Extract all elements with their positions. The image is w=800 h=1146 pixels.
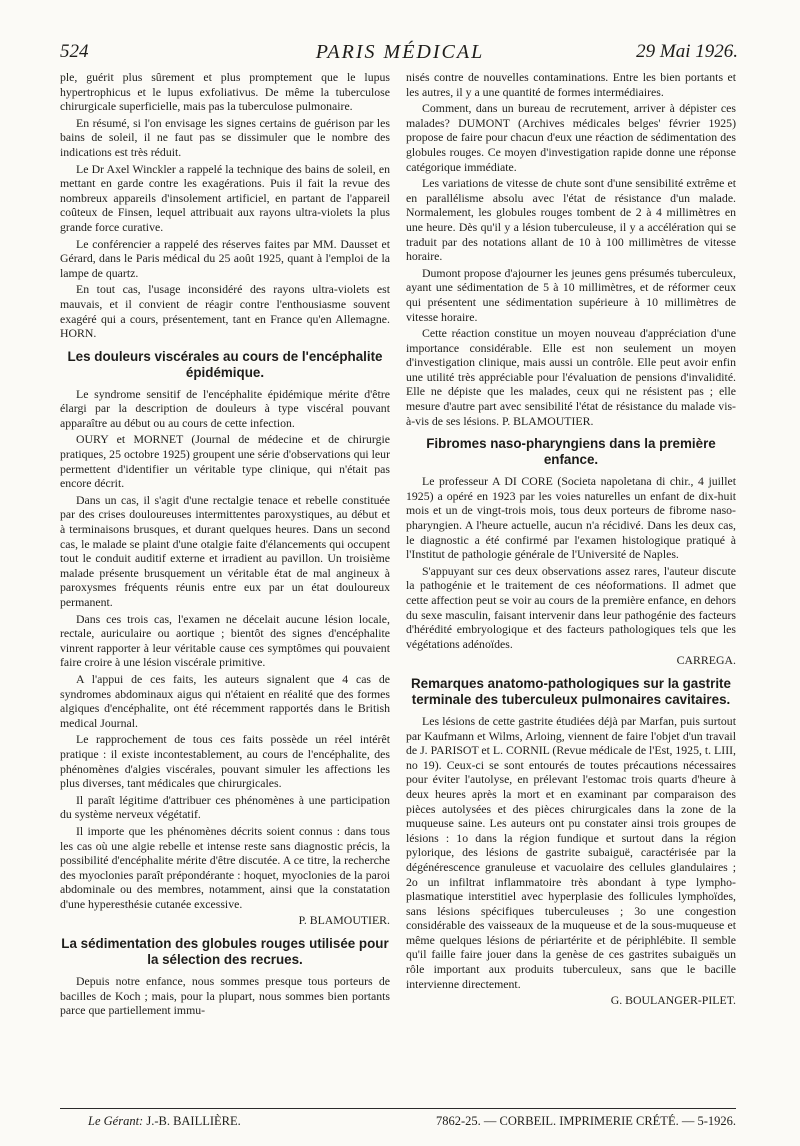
journal-title: PARIS MÉDICAL [315, 41, 485, 63]
right-column [406, 70, 736, 1014]
paragraph: Il importe que les phénomènes décrits soient connus : dans tous les cas où une algie rebelle et intense reste sans diagnostic précis, la possibilité d'encéphalite mérite d'être discutée. A ce titre, la recherche des myoclonies paraît prépondérante : hoquet, myoclonies de la paroi abdominale ou des membres, notamment, ainsi que la constatation d'une hyperesthésie cutanée excessive. [60, 823, 390, 911]
author-signature: P. BLAMOUTIER. [298, 913, 390, 928]
paragraph: Dans un cas, il s'agit d'une rectalgie tenace et rebelle constituée par des crises douloureuses intermittentes paroxystiques, au début et à terminaisons brusques, et durant quelques heures. Dans un second cas, le malade se plaint d'une otalgie faite d'élancements qui occupent tout le conduit auditif externe et irradient au pavillon. Un troisième malade présente brusquement un véritable état de mal angineux à paroxysmes fréquents réunis entre eux par un état douloureux permanent. [60, 492, 390, 609]
paragraph: En résumé, si l'on envisage les signes certains de guérison par les bains de soleil, il ne faut pas se dissimuler que le nombre des indications est très réduit. [60, 115, 390, 159]
paragraph: Les variations de vitesse de chute sont d'une sensibilité extrême et en parallélisme absolu avec l'état de résistance d'un malade. Normalement, les globules rouges tombent de 2 à 4 millimètres en une heure. Dès qu'il y a lésion tuberculeuse, il y a accélération qui se traduit par des notations allant de 10 à 100 millimètres de vitesse horaire. [406, 176, 736, 264]
paragraph: Comment, dans un bureau de recrutement, arriver à dépister ces malades? DUMONT (Archives médicales belges' février 1925) propose de faire pour chacun d'eux une réaction de sédimentation des globules rouges. Ce moyen d'investigation rapide donne une réponse catégorique immédiate. [406, 101, 736, 174]
author-signature: G. BOULANGER-PILET. [610, 993, 736, 1008]
paragraph: Le conférencier a rappelé des réserves faites par MM. Dausset et Gérard, dans le Paris médical du 25 août 1925, quant à l'emploi de la lampe de quartz. [60, 236, 390, 280]
paragraph: A l'appui de ces faits, les auteurs signalent que 4 cas de syndromes abdominaux aigus qui n'étaient en réalité que des formes algiques d'encéphalite, ont été récemment rapportés dans le British medical Journal. [60, 671, 390, 730]
paragraph: Dans ces trois cas, l'examen ne décelait aucune lésion locale, rectale, auriculaire ou aortique ; bientôt des signes d'encéphalite vinrent rapporter à leur véritable cause ces symptômes qui pouvaient faire croire à une lésion viscérale primitive. [60, 611, 390, 670]
printer-imprint: 7862-25. — CORBEIL. IMPRIMERIE CRÉTÉ. — 5-1926. [436, 1114, 736, 1128]
paragraph: ple, guérit plus sûrement et plus promptement que le lupus hypertrophicus et le lupus exfoliativus. De même la tuberculose chirurgicale superficielle, mais pas la tuberculose pulmonaire. [60, 70, 390, 114]
paragraph: Le syndrome sensitif de l'encéphalite épidémique mérite d'être élargi par la description de douleurs à type viscéral pouvant apparaître au début ou au cours de cette infection. [60, 386, 390, 430]
paragraph: S'appuyant sur ces deux observations assez rares, l'auteur discute la pathogénie et le traitement de ces néoformations. Il admet que cette affection peut se voir au cours de la première enfance, en dehors du sexe masculin, faisant intervenir dans leur pathogénie des facteurs d'hérédité embryologique et des facteurs pathologiques tels que les végétations adénoïdes. [406, 563, 736, 651]
section-heading: Les douleurs viscérales au cours de l'encéphalite épidémique. [67, 348, 383, 380]
author-signature: CARREGA. [676, 653, 736, 668]
paragraph: OURY et MORNET (Journal de médecine et de chirurgie pratiques, 25 octobre 1925) groupent une série d'observations qui leur permettent d'identifier un véritable type clinique, qui n'était pas encore décrit. [60, 432, 390, 491]
page-footer [0, 1114, 800, 1138]
page-number: 524 [60, 41, 89, 62]
paragraph: Le rapprochement de tous ces faits possède un réel intérêt pratique : il existe incontestablement, au cours de l'encéphalite, des phénomènes d'algies viscérales, pouvant simuler les affections les plus diverses, tant médicales que chirurgicales. [60, 732, 390, 791]
paragraph: nisés contre de nouvelles contaminations. Entre les bien portants et les autres, il y a une quantité de formes intermédiaires. [406, 70, 736, 99]
paragraph: Il paraît légitime d'attribuer ces phénomènes à une participation du système nerveux végétatif. [60, 792, 390, 822]
footer-divider [60, 1108, 736, 1109]
gerant-label: Le Gérant: [88, 1114, 144, 1128]
page-header [0, 41, 800, 67]
paragraph: Les lésions de cette gastrite étudiées déjà par Marfan, puis surtout par Kaufmann et Wilms, Arloing, viennent de faire l'objet d'un travail de J. PARISOT et L. CORNIL (Revue médicale de l'Est, 1925, t. LIII, no 19). Ceux-ci se sont entourés de toutes précautions nécessaires pour éviter l'autolyse, en prélevant l'estomac trois quarts d'heure à deux heures après la mort et en examinant par comparaison des pièces autolysées et des pièces chirurgicales dans la zone de la muqueuse saine. Les auteurs ont pu constater ainsi trois groupes de lésions : 1o dans la région fundique et surtout dans la région pylorique, des lésions de gastrite subaiguë, caractérisée par la dégénérescence granuleuse et vacuolaire des cellules glandulaires ; 2o un infiltrat inflammatoire très abondant à type lympho-plasmatique interstitiel avec hyperplasie des follicules lymphoïdes, sans lésions spécifiques tuberculeuses ; 3o une congestion considérable des vaisseaux de la muqueuse et de la sous-muqueuse et même quelques lésions de périartérite et de périphlébite. Il semble qu'il faille faire jouer dans la genèse de ces gastrites subaiguës un rôle important aux produits tuberculeux, sans que le bacille intervienne directement. [406, 713, 736, 991]
paragraph: Depuis notre enfance, nous sommes presque tous porteurs de bacilles de Koch ; mais, pour la plupart, nous sommes bien portants parce que partiellement immu- [60, 974, 390, 1018]
paragraph: Le professeur A DI CORE (Societa napoletana di chir., 4 juillet 1925) a opéré en 1923 par les voies naturelles un enfant de dix-huit mois et un de vingt-trois mois, tous deux porteurs de fibrome naso-pharyngien. A l'heure actuelle, aucun n'a récidivé. Dans les deux cas, le diagnostic a été confirmé par l'examen histologique pratiqué à l'Institut de pathologie générale de l'Université de Naples. [406, 474, 736, 562]
paragraph: Cette réaction constitue un moyen nouveau d'appréciation d'une importance considérable. Elle est non seulement un moyen d'investigation clinique, mais aussi un contrôle. Elle peut avoir enfin une utilité très appréciable pour l'évaluation de pensions d'invalidité. Elle ne dépiste que les malades, ceux qui ne résistent pas ; elle mesure d'autre part avec sensibilité l'état de résistance du malade vis-à-vis de ses lésions. P. BLAMOUTIER. [406, 326, 736, 428]
paragraph: En tout cas, l'usage inconsidéré des rayons ultra-violets est mauvais, et il convient de réagir contre l'enthousiasme souvent exagéré qui a cours, présentement, tant en France qu'en Allemagne. HORN. [60, 282, 390, 341]
section-heading: Fibromes naso-pharyngiens dans la première enfance. [426, 436, 716, 468]
gerant-line [88, 1114, 241, 1129]
section-heading: La sédimentation des globules rouges utilisée pour la sélection des recrues. [61, 936, 389, 968]
issue-date: 29 Mai 1926. [636, 41, 738, 62]
paragraph: Le Dr Axel Winckler a rappelé la technique des bains de soleil, en mettant en garde contre les exagérations. Puis il fait la revue des nombreux appareils d'insolement artificiel, en partant de l'appareil coûteux de Finsen, lequel attribuait aux rayons ultra-violets la plus grande force curative. [60, 161, 390, 234]
gerant-name: J.-B. BAILLIÈRE. [146, 1114, 241, 1128]
section-heading: Remarques anatomo-pathologiques sur la gastrite terminale des tuberculeux pulmonaires cavitaires. [411, 675, 731, 707]
paragraph: Dumont propose d'ajourner les jeunes gens présumés tuberculeux, ayant une sédimentation de 5 à 10 millimètres, et de réformer ceux qui présentent une sédimentation supérieure à 10 millimètres de vitesse horaire. [406, 265, 736, 324]
left-column [60, 70, 390, 1020]
